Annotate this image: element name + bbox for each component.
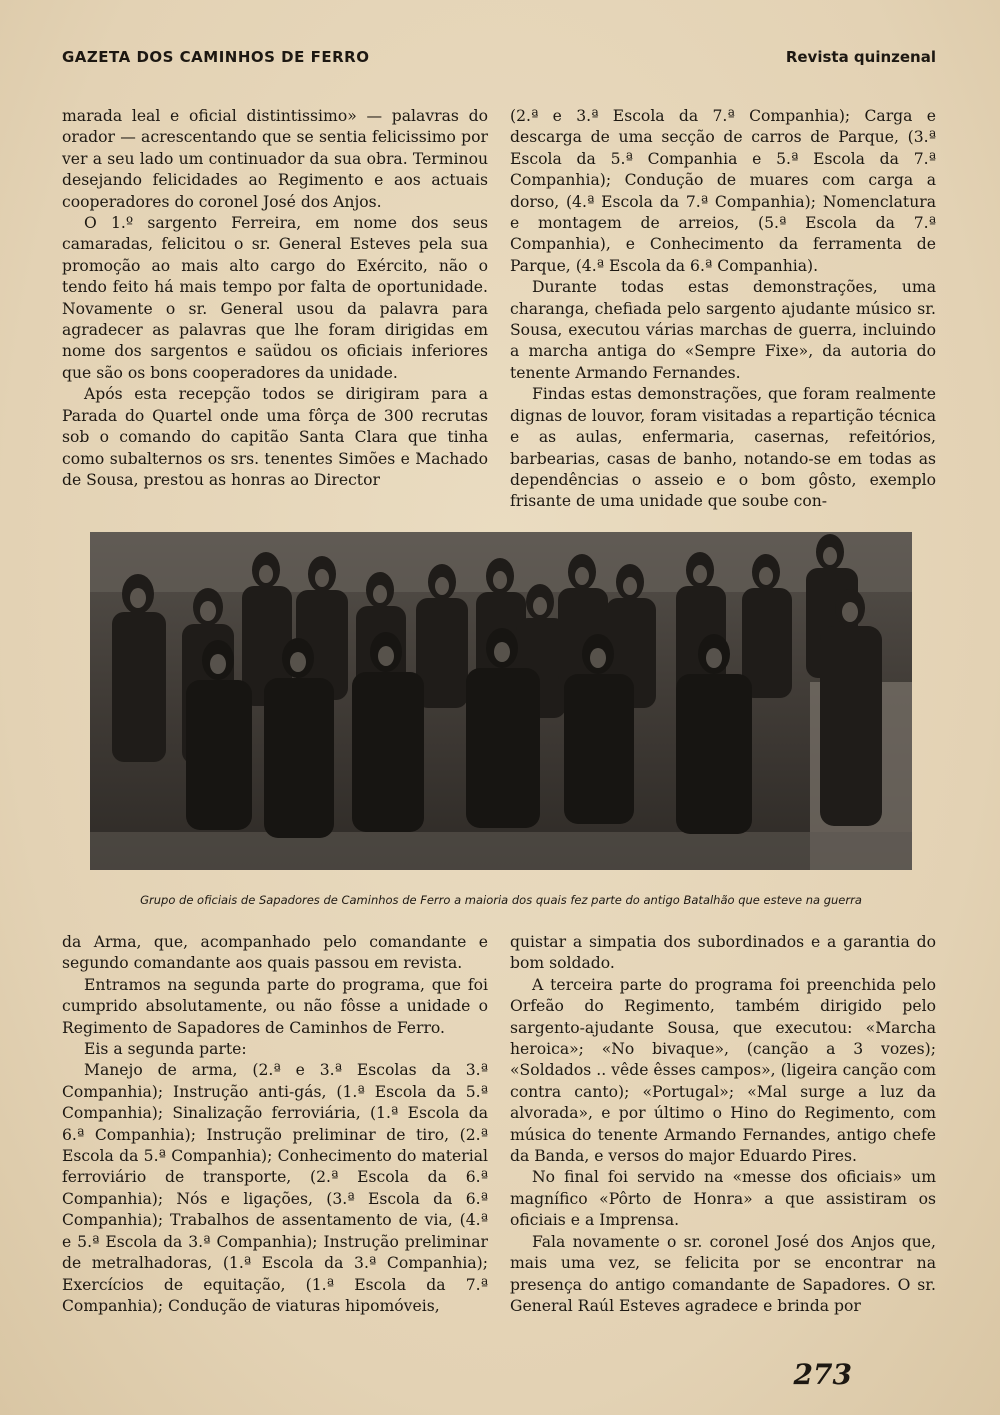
column-bottom-left	[62, 932, 488, 1317]
publication-subtitle: Revista quinzenal	[785, 48, 936, 66]
group-photograph	[90, 532, 912, 870]
column-top-right	[510, 106, 936, 513]
paragraph: marada leal e oficial distintissimo» — palavras do orador — acrescentando que se sentia felicissimo por ver a seu lado um continuador da sua obra. Terminou desejando felicidades ao Regimento e aos actuais cooperadores do coronel José dos Anjos.	[62, 107, 488, 211]
publication-title: GAZETA DOS CAMINHOS DE FERRO	[62, 48, 370, 66]
column-bottom-right	[510, 932, 936, 1317]
paragraph: Entramos na segunda parte do programa, que foi cumprido absolutamente, ou não fôsse a unidade o Regimento de Sapadores de Caminhos de Ferro.	[62, 975, 488, 1037]
paragraph: Fala novamente o sr. coronel José dos Anjos que, mais uma vez, se felicita por se encontrar na presença do antigo comandante de Sapadores. O sr. General Raúl Esteves agradece e brinda por	[510, 1232, 936, 1315]
paragraph: O 1.º sargento Ferreira, em nome dos seus camaradas, felicitou o sr. General Esteves pela sua promoção ao mais alto cargo do Exército, não o tendo feito há mais tempo por falta de oportunidade. Novamente o sr. General usou da palavra para agradecer as palavras que lhe foram dirigidas em nome dos sargentos e saüdou os oficiais inferiores que são os bons cooperadores da unidade.	[62, 214, 488, 382]
paragraph: Manejo de arma, (2.ª e 3.ª Escolas da 3.ª Companhia); Instrução anti-gás, (1.ª Escola da 5.ª Companhia); Sinalização ferroviária, (1.ª Escola da 6.ª Companhia); Instrução preliminar de tiro, (2.ª Escola da 5.ª Companhia); Conhecimento do material ferroviário de transporte, (2.ª Escola da 6.ª Companhia); Nós e ligações, (3.ª Escola da 6.ª Companhia); Trabalhos de assentamento de via, (4.ª e 5.ª Escola da 3.ª Companhia); Instrução preliminar de metralhadoras, (1.ª Escola da 3.ª Companhia); Exercícios de equitação, (1.ª Escola da 7.ª Companhia); Condução de viaturas hipomóveis,	[62, 1061, 488, 1315]
photo-caption: Grupo de oficiais de Sapadores de Caminhos de Ferro a maioria dos quais fez parte do antigo Batalhão que esteve na guerra	[140, 893, 862, 907]
paragraph: Durante todas estas demonstrações, uma charanga, chefiada pelo sargento ajudante músico sr. Sousa, executou várias marchas de guerra, incluindo a marcha antiga do «Sempre Fixe», da autoria do tenente Armando Fernandes.	[510, 278, 936, 382]
column-top-left	[62, 106, 488, 491]
paragraph: (2.ª e 3.ª Escola da 7.ª Companhia); Carga e descarga de uma secção de carros de Parque, (3.ª Escola da 5.ª Companhia e 5.ª Escola da 7.ª Companhia); Condução de muares com carga a dorso, (4.ª Escola da 7.ª Companhia); Nomenclatura e montagem de arreios, (5.ª Escola da 7.ª Companhia), e Conhecimento da ferramenta de Parque, (4.ª Escola da 6.ª Companhia).	[510, 107, 936, 275]
page-number: 273	[793, 1358, 852, 1391]
paragraph: Após esta recepção todos se dirigiram para a Parada do Quartel onde uma fôrça de 300 recrutas sob o comando do capitão Santa Clara que tinha como subalternos os srs. tenentes Simões e Machado de Sousa, prestou as honras ao Director	[62, 385, 488, 489]
paragraph: da Arma, que, acompanhado pelo comandante e segundo comandante aos quais passou em revista.	[62, 933, 488, 973]
paragraph: No final foi servido na «messe dos oficiais» um magnífico «Pôrto de Honra» a que assistiram os oficiais e a Imprensa.	[510, 1168, 936, 1230]
paragraph: Findas estas demonstrações, que foram realmente dignas de louvor, foram visitadas a repartição técnica e as aulas, enfermaria, casernas, refeitórios, barbearias, casas de banho, notando-se em todas as dependências o asseio e o bom gôsto, exemplo frisante de uma unidade que soube con-	[510, 385, 936, 511]
paragraph: quistar a simpatia dos subordinados e a garantia do bom soldado.	[510, 933, 936, 973]
photo-silhouettes	[90, 532, 912, 870]
paragraph: Eis a segunda parte:	[84, 1040, 247, 1059]
paragraph: A terceira parte do programa foi preenchida pelo Orfeão do Regimento, também dirigido pelo sargento-ajudante Sousa, que executou: «Marcha heroica»; «No bivaque», (canção a 3 vozes); «Soldados .. vêde êsses campos», (ligeira canção com contra canto); «Portugal»; «Mal surge a luz da alvorada», e por último o Hino do Regimento, com música do tenente Armando Fernandes, antigo chefe da Banda, e versos do major Eduardo Pires.	[510, 975, 936, 1166]
